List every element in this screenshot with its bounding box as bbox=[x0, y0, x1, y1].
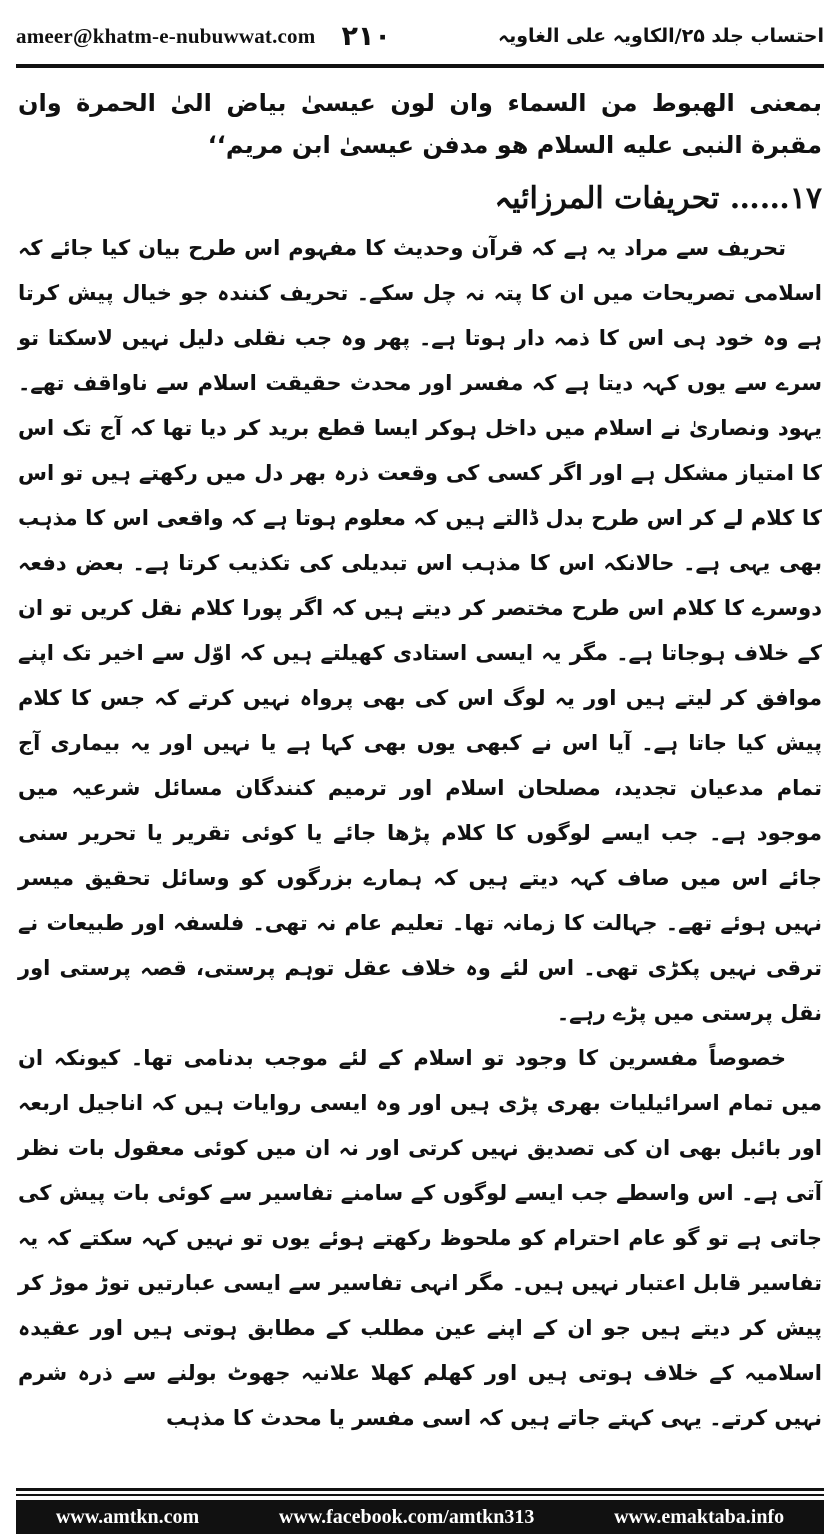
footer-divider-bottom bbox=[16, 1494, 824, 1496]
page-number: ۲۱۰ bbox=[341, 20, 391, 52]
header-left bbox=[16, 21, 391, 52]
footer-link-amtkn: www.amtkn.com bbox=[55, 1505, 200, 1528]
footer-divider-top bbox=[16, 1488, 824, 1491]
paragraph-1: تحریف سے مراد یہ ہے کہ قرآن وحدیث کا مفہوم اس طرح بیان کیا جائے کہ اسلامی تصریحات میں ان کا پتہ نہ چل سکے۔ تحریف کنندہ جو خیال پیش کرتا ہے وہ خود ہی اس کا ذمہ دار ہوتا ہے۔ پھر وہ جب نقلی دلیل نہیں لاسکتا تو سرے سے یوں کہہ دیتا ہے کہ مفسر اور محدث حقیقت اسلام سے ناواقف تھے۔ یہود ونصاریٰ نے اسلام میں داخل ہوکر ایسا قطع برید کر دیا تھا کہ آج تک اس کا امتیاز مشکل ہے اور اگر کسی کی وقعت ذرہ بھر دل میں رکھتے ہیں تو اس کا کلام لے کر اس طرح بدل ڈالتے ہیں کہ معلوم ہوتا ہے کہ واقعی اس کا مذہب بھی یہی ہے۔ حالانکہ اس کا مذہب اس تبدیلی کی تکذیب کرتا ہے۔ بعض دفعہ دوسرے کا کلام اس طرح مختصر کر دیتے ہیں کہ اگر پورا کلام نقل کریں تو ان کے خلاف ہوجاتا ہے۔ مگر یہ ایسی استادی کھیلتے ہیں کہ اوّل سے اخیر تک اپنے موافق کر لیتے ہیں اور یہ لوگ اس کی بھی پرواہ نہیں کرتے کہ جس کا کلام پیش کیا جاتا ہے۔ آیا اس نے کبھی یوں بھی کہا ہے یا نہیں اور یہ بیماری آج تمام مدعیان تجدید، مصلحان اسلام اور ترمیم کنندگان مسائل شرعیہ میں موجود ہے۔ جب ایسے لوگوں کا کلام پڑھا جائے یا کوئی تقریر یا تحریر سنی جائے اس میں صاف کہہ دیتے ہیں کہ ہمارے بزرگوں کو وسائل تحقیق میسر نہیں ہوئے تھے۔ جہالت کا زمانہ تھا۔ تعلیم عام نہ تھی۔ فلسفہ اور طبیعات نے ترقی نہیں پکڑی تھی۔ اس لئے وہ خلاف عقل توہم پرستی، قصہ پرستی اور نقل پرستی میں پڑے رہے۔ bbox=[18, 236, 822, 1025]
page-footer bbox=[16, 1500, 824, 1534]
arabic-quote: بمعنی الهبوط من السماء وان لون عیسیٰ بیاض الیٰ الحمرة وان مقبرة النبی علیه السلام هو مدفن عیسیٰ ابن مریم‘‘ bbox=[18, 89, 822, 159]
header-divider bbox=[16, 64, 824, 68]
footer-link-emaktaba: www.emaktaba.info bbox=[614, 1505, 785, 1528]
section-heading: ۱۷…… تحریفات المرزائیہ bbox=[494, 181, 822, 216]
header-email: ameer@khatm-e-nubuwwat.com bbox=[16, 23, 316, 48]
running-title: احتساب جلد ۲۵/الکاویہ علی الغاویہ bbox=[497, 25, 824, 47]
page-header bbox=[16, 14, 824, 58]
footer-link-facebook: www.facebook.com/amtkn313 bbox=[278, 1505, 535, 1528]
paragraph-2: خصوصاً مفسرین کا وجود تو اسلام کے لئے موجب بدنامی تھا۔ کیونکہ ان میں تمام اسرائیلیات بھری پڑی ہیں اور وہ ایسی روایات ہیں کہ اناجیل اربعہ اور بائبل بھی ان کی تصدیق نہیں کرتی اور نہ ان میں کوئی معقول بات نظر آتی ہے۔ اس واسطے جب ایسے لوگوں کے سامنے تفاسیر سے کوئی بات پیش کی جاتی ہے تو گو عام احترام کو ملحوظ رکھتے ہوئے یوں تو نہیں کہہ سکتے کہ یہ تفاسیر قابل اعتبار نہیں ہیں۔ مگر انہی تفاسیر سے ایسی عبارتیں توڑ موڑ کر پیش کر دیتے ہیں جو ان کے اپنے عین مطلب کے مطابق ہوتی ہیں اور عقیدہ اسلامیہ کے خلاف ہوتی ہیں اور کھلم کھلا علانیہ جھوٹ بولنے سے ذرہ شرم نہیں کرتے۔ یہی کہتے جاتے ہیں کہ اسی مفسر یا محدث کا مذہب bbox=[18, 1046, 822, 1430]
page-body bbox=[18, 82, 822, 1441]
